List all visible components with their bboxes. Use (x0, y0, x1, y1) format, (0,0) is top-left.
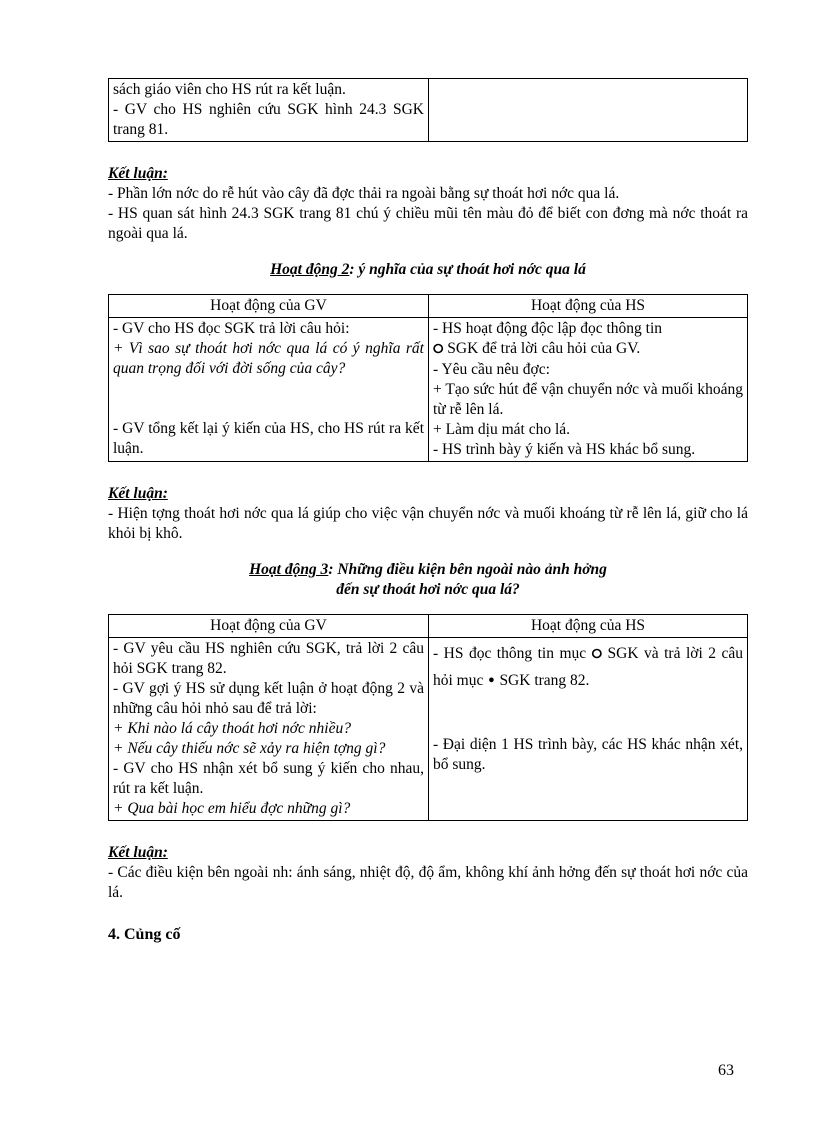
page-number: 63 (718, 1062, 734, 1079)
circle-icon: ⭘ (433, 342, 444, 357)
top-table (108, 78, 748, 142)
activity-label: Hoạt động 2 (270, 261, 350, 278)
circle-icon: ⭘ (591, 647, 603, 662)
conclusion-heading: Kết luận: (108, 165, 168, 182)
hs-text: - HS trình bày ý kiến và HS khác bổ sung. (433, 441, 696, 458)
hs-text: - HS hoạt động độc lập đọc thông tin (433, 320, 663, 337)
gv-cell (109, 318, 429, 462)
hs-cell (429, 318, 748, 462)
table-text: - GV cho HS nghiên cứu SGK hình 24.3 SGK trang 81. (113, 101, 424, 138)
activity-title-text-2: đến sự thoát hơi nớc qua lá? (336, 581, 520, 598)
gv-question: + Nếu cây thiếu nớc sẽ xảy ra hiện tợng gì? (113, 740, 386, 757)
activity-title-text: : Những điều kiện bên ngoài nào ảnh hởng (328, 561, 607, 578)
gv-text: - GV gợi ý HS sử dụng kết luận ở hoạt động 2 và những câu hỏi nhỏ sau để trả lời: (113, 680, 424, 717)
section-heading: 4. Củng cố (108, 926, 181, 943)
conclusion-1 (108, 142, 748, 244)
hs-text: + Tạo sức hút để vận chuyển nớc và muối khoáng từ rễ lên lá. (433, 381, 743, 418)
activity-3-title (108, 560, 748, 600)
conclusion-3 (108, 821, 748, 903)
gv-text: - GV yêu cầu HS nghiên cứu SGK, trả lời 2 câu hỏi SGK trang 82. (113, 640, 424, 677)
hs-text-with-icon: ⭘ SGK để trả lời câu hỏi của GV. (433, 340, 641, 357)
header-gv: Hoạt động của GV (109, 615, 429, 638)
activity-title-text: : ý nghĩa của sự thoát hơi nớc qua lá (349, 261, 586, 278)
activity-2-title (108, 260, 748, 280)
gv-question: + Khi nào lá cây thoát hơi nớc nhiều? (113, 720, 351, 737)
gv-cell (109, 638, 429, 821)
gv-question: + Qua bài học em hiểu đợc những gì? (113, 800, 351, 817)
gv-text: - GV tổng kết lại ý kiến của HS, cho HS rút ra kết luận. (113, 420, 424, 457)
header-hs: Hoạt động của HS (429, 295, 748, 318)
bullet-icon: • (487, 674, 496, 689)
conclusion-text: - Hiện tợng thoát hơi nớc qua lá giúp cho việc vận chuyển nớc và muối khoáng từ rễ lên lá, giữ cho lá khỏi bị khô. (108, 505, 748, 542)
activity-label: Hoạt động 3 (249, 561, 329, 578)
conclusion-text: - HS quan sát hình 24.3 SGK trang 81 chú ý chiều mũi tên màu đỏ để biết con đơng mà nớc thoát ra ngoài qua lá. (108, 205, 748, 242)
gv-text: - GV cho HS đọc SGK trả lời câu hỏi: (113, 320, 350, 337)
conclusion-text: - Các điều kiện bên ngoài nh: ánh sáng, nhiệt độ, độ ẩm, không khí ảnh hởng đến sự thoát hơi nớc của lá. (108, 864, 748, 901)
activity-2-table (108, 294, 748, 462)
conclusion-heading: Kết luận: (108, 485, 168, 502)
top-table-right-cell (429, 79, 748, 142)
page-content (108, 78, 748, 945)
conclusion-text: - Phần lớn nớc do rễ hút vào cây đã đợc thải ra ngoài bằng sự thoát hơi nớc qua lá. (108, 185, 620, 202)
hs-text: - Yêu cầu nêu đợc: (433, 361, 550, 378)
header-hs: Hoạt động của HS (429, 615, 748, 638)
table-text: sách giáo viên cho HS rút ra kết luận. (113, 81, 346, 98)
conclusion-heading: Kết luận: (108, 844, 168, 861)
conclusion-2 (108, 462, 748, 544)
gv-question: + Vì sao sự thoát hơi nớc qua lá có ý nghĩa rất quan trọng đối với đời sống của cây? (113, 340, 424, 377)
gv-text: - GV cho HS nhận xét bổ sung ý kiến cho nhau, rút ra kết luận. (113, 760, 424, 797)
top-table-left-cell (109, 79, 429, 142)
activity-3-table (108, 614, 748, 821)
hs-text-with-icons: - HS đọc thông tin mục ⭘ SGK và trả lời 2 câu hỏi mục • SGK trang 82. (433, 645, 743, 689)
hs-text: - Đại diện 1 HS trình bày, các HS khác nhận xét, bổ sung. (433, 736, 743, 773)
header-gv: Hoạt động của GV (109, 295, 429, 318)
hs-cell (429, 638, 748, 821)
hs-text: + Làm dịu mát cho lá. (433, 421, 571, 438)
